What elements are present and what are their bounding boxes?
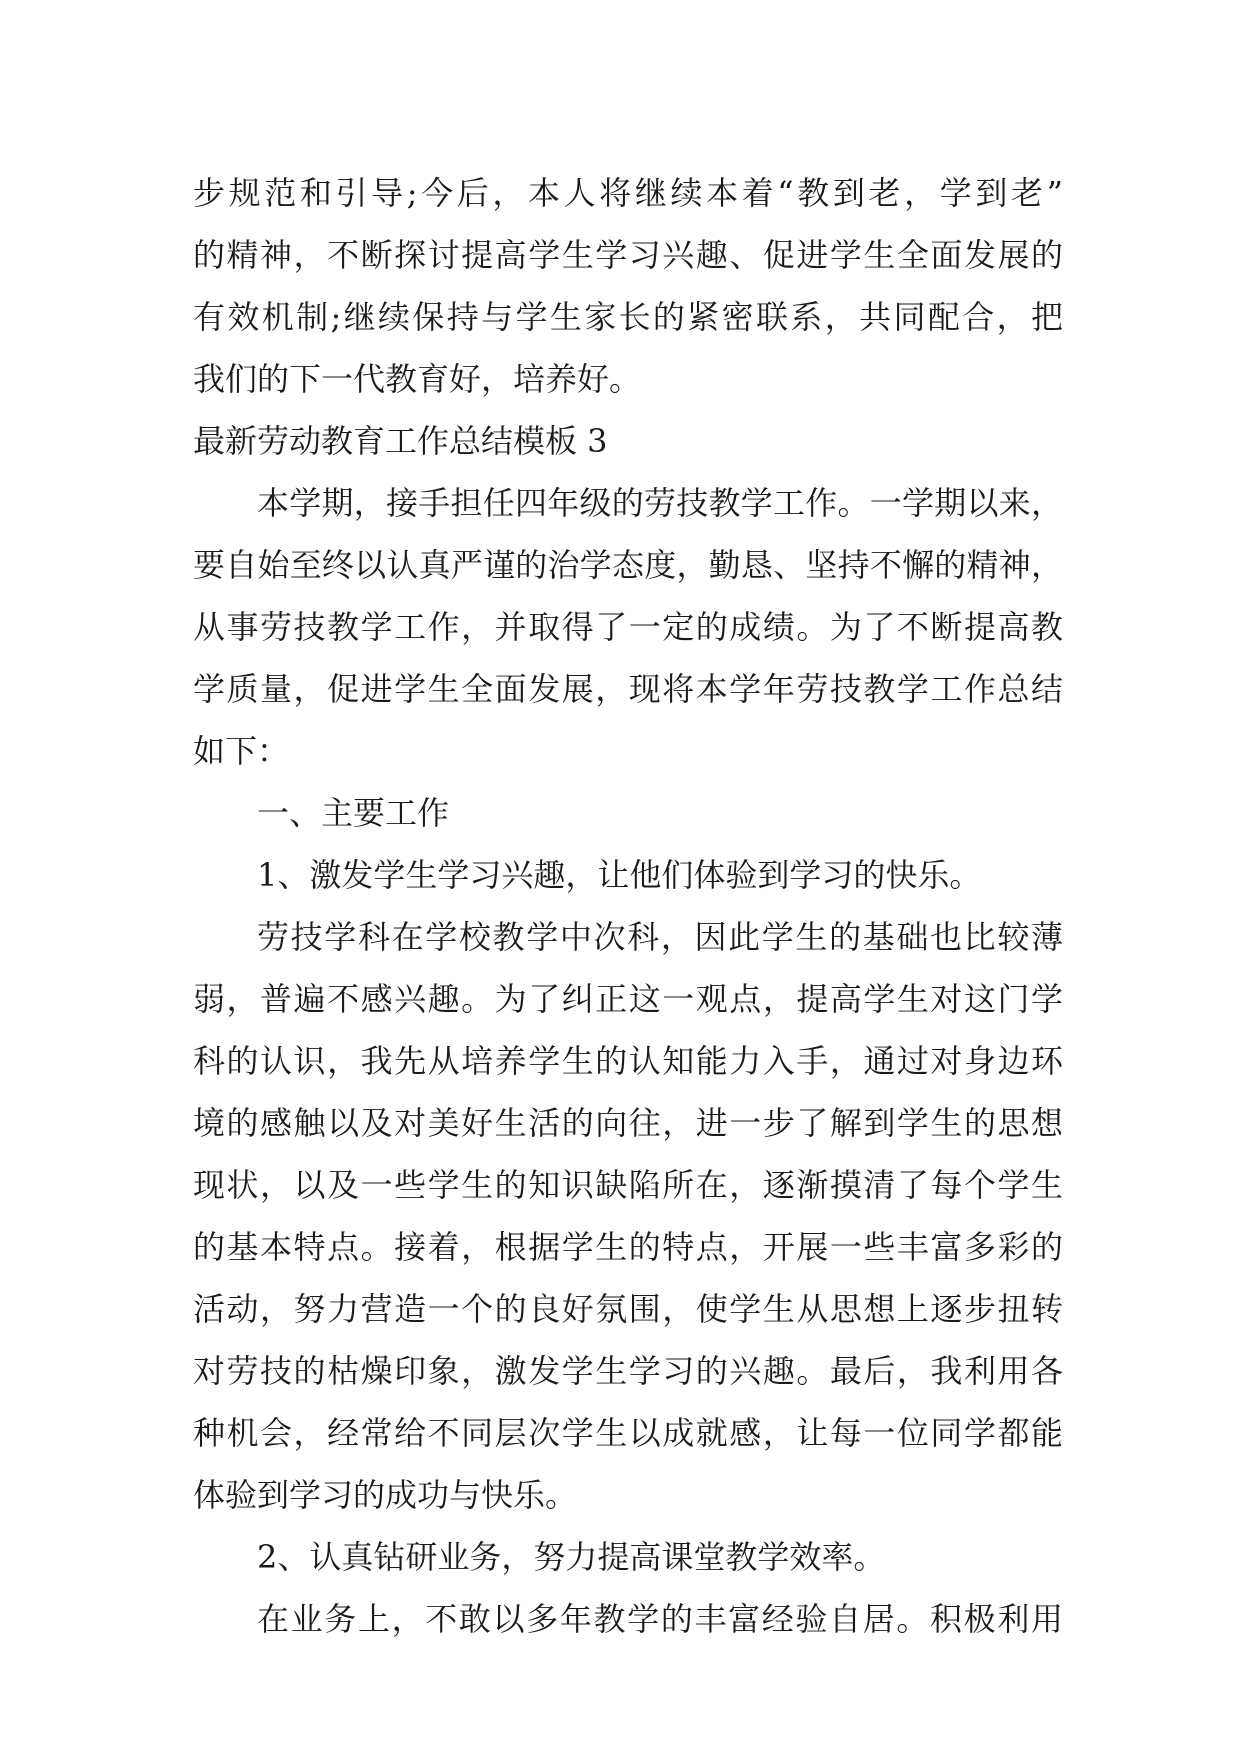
text-line: 在业务上，不敢以多年教学的丰富经验自居。积极利用 bbox=[257, 1600, 1063, 1638]
text-line: 的精神，不断探讨提高学生学习兴趣、促进学生全面发展的 bbox=[193, 236, 1063, 274]
paragraph-interest bbox=[193, 906, 1063, 1526]
text-line: 步规范和引导;今后，本人将继续本着“教到老，学到老” bbox=[193, 174, 1063, 212]
text-line: 科的认识，我先从培养学生的认知能力入手，通过对身边环 bbox=[193, 1042, 1063, 1080]
subheading-2 bbox=[193, 1526, 1063, 1588]
heading-main-work bbox=[193, 782, 1063, 844]
text-line: 的基本特点。接着，根据学生的特点，开展一些丰富多彩的 bbox=[193, 1228, 1063, 1266]
title-line: 最新劳动教育工作总结模板 3 bbox=[193, 422, 608, 460]
text-line: 本学期，接手担任四年级的劳技教学工作。一学期以来， bbox=[257, 484, 1063, 522]
text-line: 现状，以及一些学生的知识缺陷所在，逐渐摸清了每个学生 bbox=[193, 1166, 1063, 1204]
text-line: 如下： bbox=[193, 732, 290, 770]
paragraph-intro bbox=[193, 472, 1063, 782]
section-title bbox=[193, 410, 1063, 472]
heading-line: 一、主要工作 bbox=[257, 794, 450, 832]
subheading-1 bbox=[193, 844, 1063, 906]
text-line: 体验到学习的成功与快乐。 bbox=[193, 1476, 578, 1514]
text-line: 我们的下一代教育好，培养好。 bbox=[193, 360, 642, 398]
text-line: 有效机制;继续保持与学生家长的紧密联系，共同配合，把 bbox=[193, 298, 1063, 336]
paragraph-business bbox=[193, 1588, 1063, 1650]
text-line: 弱，普遍不感兴趣。为了纠正这一观点，提高学生对这门学 bbox=[193, 980, 1063, 1018]
text-line: 劳技学科在学校教学中次科，因此学生的基础也比较薄 bbox=[257, 918, 1063, 956]
text-line: 种机会，经常给不同层次学生以成就感，让每一位同学都能 bbox=[193, 1414, 1063, 1452]
text-line: 对劳技的枯燥印象，激发学生学习的兴趣。最后，我利用各 bbox=[193, 1352, 1063, 1390]
heading-line: 2、认真钻研业务，努力提高课堂教学效率。 bbox=[257, 1538, 886, 1576]
text-line: 从事劳技教学工作，并取得了一定的成绩。为了不断提高教 bbox=[193, 608, 1063, 646]
document-body bbox=[193, 162, 1063, 1650]
paragraph-continuation bbox=[193, 162, 1063, 410]
text-line: 活动，努力营造一个的良好氛围，使学生从思想上逐步扭转 bbox=[193, 1290, 1063, 1328]
heading-line: 1、激发学生学习兴趣，让他们体验到学习的快乐。 bbox=[257, 856, 982, 894]
text-line: 学质量，促进学生全面发展，现将本学年劳技教学工作总结 bbox=[193, 670, 1063, 708]
text-line: 境的感触以及对美好生活的向往，进一步了解到学生的思想 bbox=[193, 1104, 1063, 1142]
text-line: 要自始至终以认真严谨的治学态度，勤恳、坚持不懈的精神， bbox=[193, 546, 1063, 584]
